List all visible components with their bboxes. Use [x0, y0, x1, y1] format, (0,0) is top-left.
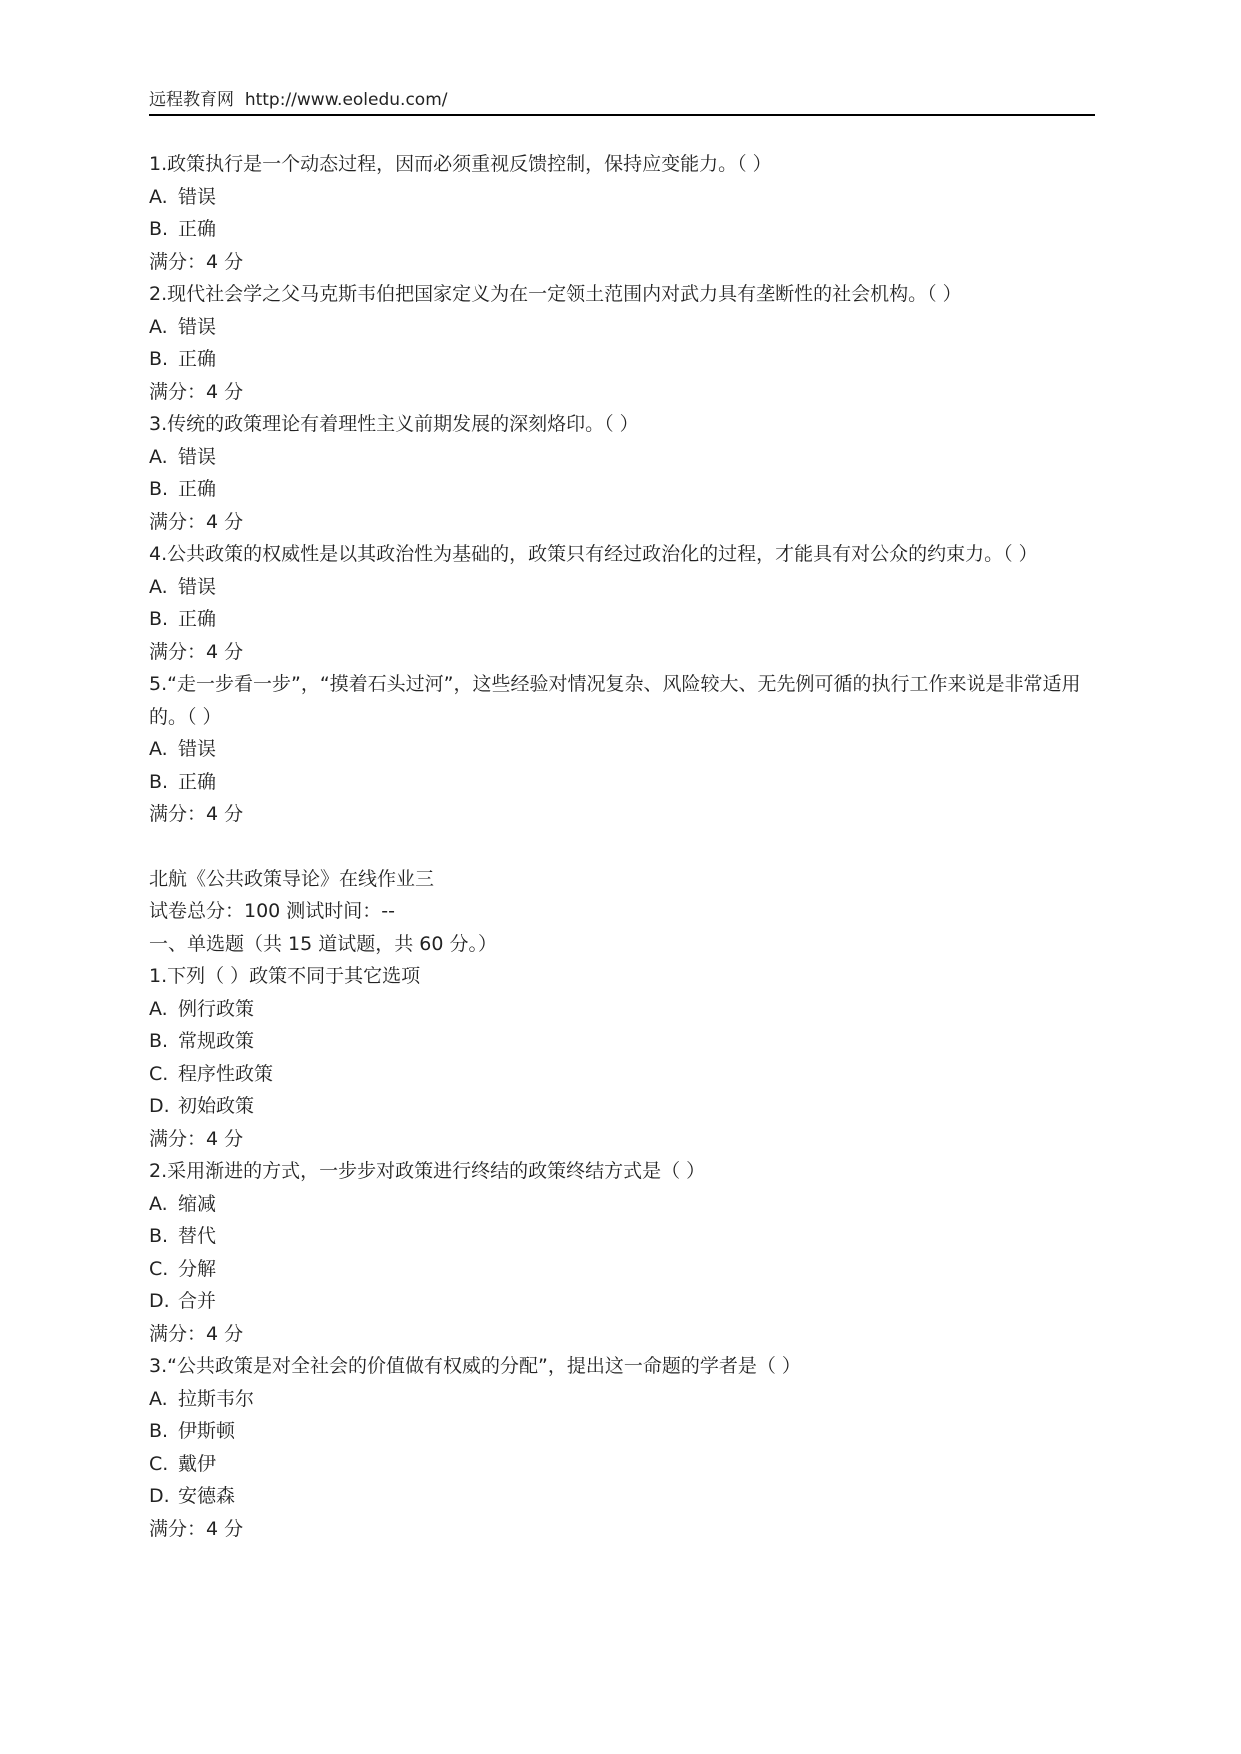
option-a — [149, 571, 1094, 604]
question-block — [149, 538, 1094, 668]
option-a — [149, 1188, 1094, 1221]
question-stem: 1.下列（ ）政策不同于其它选项 — [149, 965, 421, 987]
option-text: 正确 — [178, 348, 217, 370]
option-text: 拉斯韦尔 — [178, 1387, 255, 1410]
option-letter: B. — [149, 478, 169, 500]
question-stem: 3.“公共政策是对全社会的价值做有权威的分配”，提出这一命题的学者是（ ） — [149, 1355, 801, 1377]
section-spacer — [149, 831, 1094, 863]
header-site-name: 远程教育网 — [149, 90, 234, 110]
option-a — [149, 993, 1094, 1026]
header-divider — [149, 114, 1095, 116]
section-heading: 一、单选题（共 15 道试题，共 60 分。） — [149, 932, 498, 955]
option-letter: A. — [149, 185, 168, 208]
option-text: 正确 — [178, 608, 217, 630]
option-text: 安德森 — [178, 1485, 236, 1507]
document-body — [149, 148, 1094, 1545]
option-letter: D. — [149, 1485, 170, 1507]
option-letter: B. — [149, 1030, 169, 1052]
question-score: 满分：4 分 — [149, 380, 244, 403]
option-a — [149, 733, 1094, 766]
page-header — [149, 88, 1094, 112]
header-url-link[interactable]: http://www.eoledu.com/ — [244, 90, 448, 110]
option-letter: A. — [149, 997, 168, 1020]
option-text: 错误 — [178, 575, 217, 598]
option-text: 错误 — [178, 445, 217, 468]
option-text: 常规政策 — [178, 1030, 255, 1052]
question-stem: 1.政策执行是一个动态过程，因而必须重视反馈控制，保持应变能力。（ ） — [149, 153, 772, 175]
question-score: 满分：4 分 — [149, 510, 244, 533]
option-letter: B. — [149, 1420, 169, 1442]
question-score: 满分：4 分 — [149, 803, 244, 825]
question-block — [149, 1350, 1094, 1545]
option-b — [149, 766, 1094, 799]
option-letter: C. — [149, 1062, 169, 1085]
question-stem: 2.采用渐进的方式，一步步对政策进行终结的政策终结方式是（ ） — [149, 1160, 706, 1182]
option-a — [149, 181, 1094, 214]
option-d — [149, 1090, 1094, 1123]
option-a — [149, 1383, 1094, 1416]
question-score: 满分：4 分 — [149, 1127, 244, 1150]
question-stem: 2.现代社会学之父马克斯韦伯把国家定义为在一定领土范围内对武力具有垄断性的社会机构。（ ） — [149, 283, 962, 305]
assignment-title: 北航《公共政策导论》在线作业三 — [149, 867, 435, 890]
option-text: 正确 — [178, 770, 217, 793]
question-stem: 5.“走一步看一步”，“摸着石头过河”，这些经验对情况复杂、风险较大、无先例可循的执行工作来说是非常适用的。（ ） — [149, 673, 1081, 728]
option-b — [149, 603, 1094, 636]
option-b — [149, 473, 1094, 506]
option-letter: B. — [149, 218, 169, 240]
option-text: 分解 — [178, 1257, 217, 1280]
option-letter: C. — [149, 1452, 169, 1475]
option-letter: D. — [149, 1290, 170, 1312]
option-text: 错误 — [178, 738, 217, 760]
option-text: 伊斯顿 — [178, 1420, 236, 1442]
option-text: 程序性政策 — [178, 1062, 274, 1085]
question-block — [149, 1155, 1094, 1350]
exam-meta: 试卷总分：100 测试时间：-- — [149, 900, 396, 922]
option-text: 合并 — [178, 1290, 217, 1312]
option-text: 错误 — [178, 315, 217, 338]
option-letter: A. — [149, 1387, 168, 1410]
option-text: 正确 — [178, 218, 217, 240]
option-text: 初始政策 — [178, 1095, 255, 1117]
option-c — [149, 1448, 1094, 1481]
question-score: 满分：4 分 — [149, 1322, 244, 1345]
option-letter: B. — [149, 770, 169, 793]
option-b — [149, 1220, 1094, 1253]
option-letter: C. — [149, 1257, 169, 1280]
option-a — [149, 441, 1094, 474]
question-block — [149, 960, 1094, 1155]
question-score: 满分：4 分 — [149, 1517, 244, 1540]
option-letter: A. — [149, 315, 168, 338]
option-letter: B. — [149, 1225, 169, 1247]
question-stem: 4.公共政策的权威性是以其政治性为基础的，政策只有经过政治化的过程，才能具有对公众的约束力。（ ） — [149, 543, 1038, 565]
question-block — [149, 668, 1094, 831]
option-letter: D. — [149, 1095, 170, 1117]
option-letter: A. — [149, 738, 168, 760]
option-b — [149, 1025, 1094, 1058]
option-text: 替代 — [178, 1225, 217, 1247]
option-text: 例行政策 — [178, 997, 255, 1020]
question-block — [149, 408, 1094, 538]
question-score: 满分：4 分 — [149, 250, 244, 273]
option-text: 缩减 — [178, 1192, 217, 1215]
option-letter: A. — [149, 445, 168, 468]
option-b — [149, 213, 1094, 246]
option-d — [149, 1285, 1094, 1318]
option-letter: B. — [149, 608, 169, 630]
question-stem: 3.传统的政策理论有着理性主义前期发展的深刻烙印。（ ） — [149, 413, 639, 435]
option-letter: A. — [149, 575, 168, 598]
option-c — [149, 1253, 1094, 1286]
option-letter: B. — [149, 348, 169, 370]
option-letter: A. — [149, 1192, 168, 1215]
option-c — [149, 1058, 1094, 1091]
option-d — [149, 1480, 1094, 1513]
question-score: 满分：4 分 — [149, 640, 244, 663]
option-b — [149, 343, 1094, 376]
option-text: 正确 — [178, 478, 217, 500]
option-text: 错误 — [178, 185, 217, 208]
question-block — [149, 278, 1094, 408]
option-text: 戴伊 — [178, 1452, 217, 1475]
option-b — [149, 1415, 1094, 1448]
option-a — [149, 311, 1094, 344]
question-block — [149, 148, 1094, 278]
